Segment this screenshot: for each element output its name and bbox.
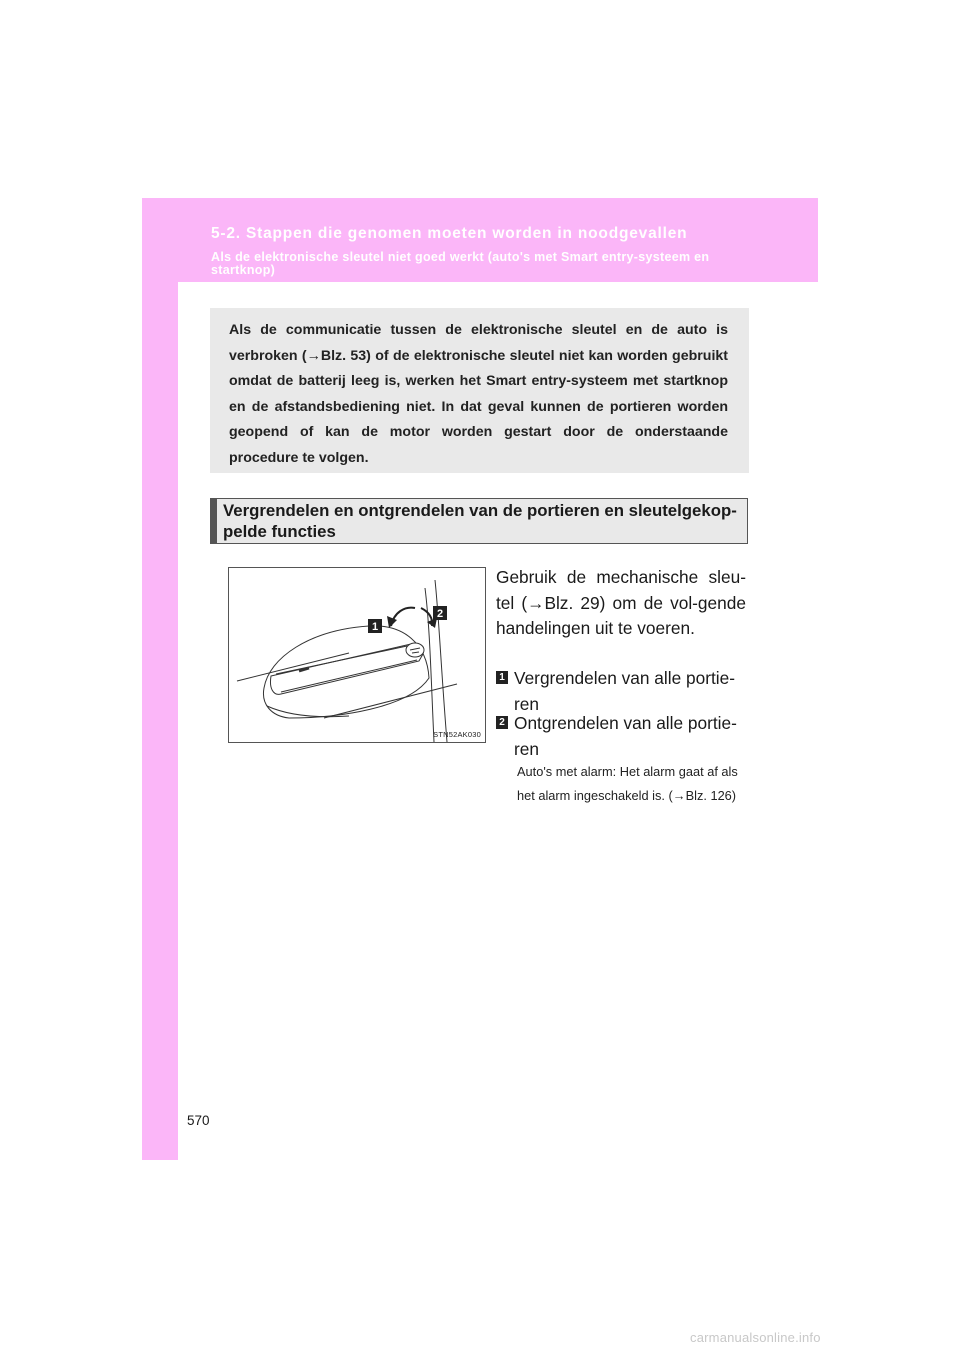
callout-1-label: 1 — [371, 621, 379, 633]
arrow-lock — [391, 608, 415, 626]
step-number-2: 2 — [496, 716, 508, 729]
step-text-1: Vergrendelen van alle portie-ren — [514, 668, 735, 714]
intro-text: Als de communicatie tussen de elektronische sleutel en de auto is verbroken (→Blz. 53) of de elektronische sleutel niet kan worden gebruikt omdat de batterij leeg is, werken het Smart entry-systeem met startknop en de afstandsbediening niet. In dat geval kunnen de portieren worden geopend of kan de motor worden gestart door de onderstaande procedure te volgen. — [229, 322, 728, 466]
door-edge — [435, 580, 447, 742]
key-cylinder — [406, 643, 424, 657]
subheading-bar — [210, 498, 217, 544]
body-text: Gebruik de mechanische sleu-tel (→Blz. 29) om de vol-gende handelingen uit te voeren. — [496, 567, 746, 638]
door-handle-illustration — [229, 568, 485, 742]
figure-code: STN52AK030 — [433, 730, 481, 739]
step-text-2: Ontgrendelen van alle portie-ren — [514, 713, 737, 759]
side-strip — [142, 198, 178, 1160]
subsection-title: Als de elektronische sleutel niet goed werkt (auto's met Smart entry-systeem en startknop) — [211, 250, 710, 277]
callout-2-label: 2 — [436, 608, 444, 620]
door-handle-figure — [228, 567, 486, 743]
section-title: 5-2. Stappen die genomen moeten worden in noodgevallen — [211, 225, 688, 242]
arrow-head — [387, 616, 397, 628]
door-line — [324, 684, 457, 718]
handle — [270, 644, 423, 695]
alarm-note: Auto's met alarm: Het alarm gaat af als het alarm ingeschakeld is. (→Blz. 126) — [517, 764, 738, 803]
step-number-1: 1 — [496, 671, 508, 684]
watermark: carmanualsonline.info — [690, 1330, 821, 1345]
subheading-text: Vergrendelen en ontgrendelen van de portieren en sleutelgekop-pelde functies — [223, 501, 737, 541]
page-number: 570 — [187, 1113, 210, 1128]
